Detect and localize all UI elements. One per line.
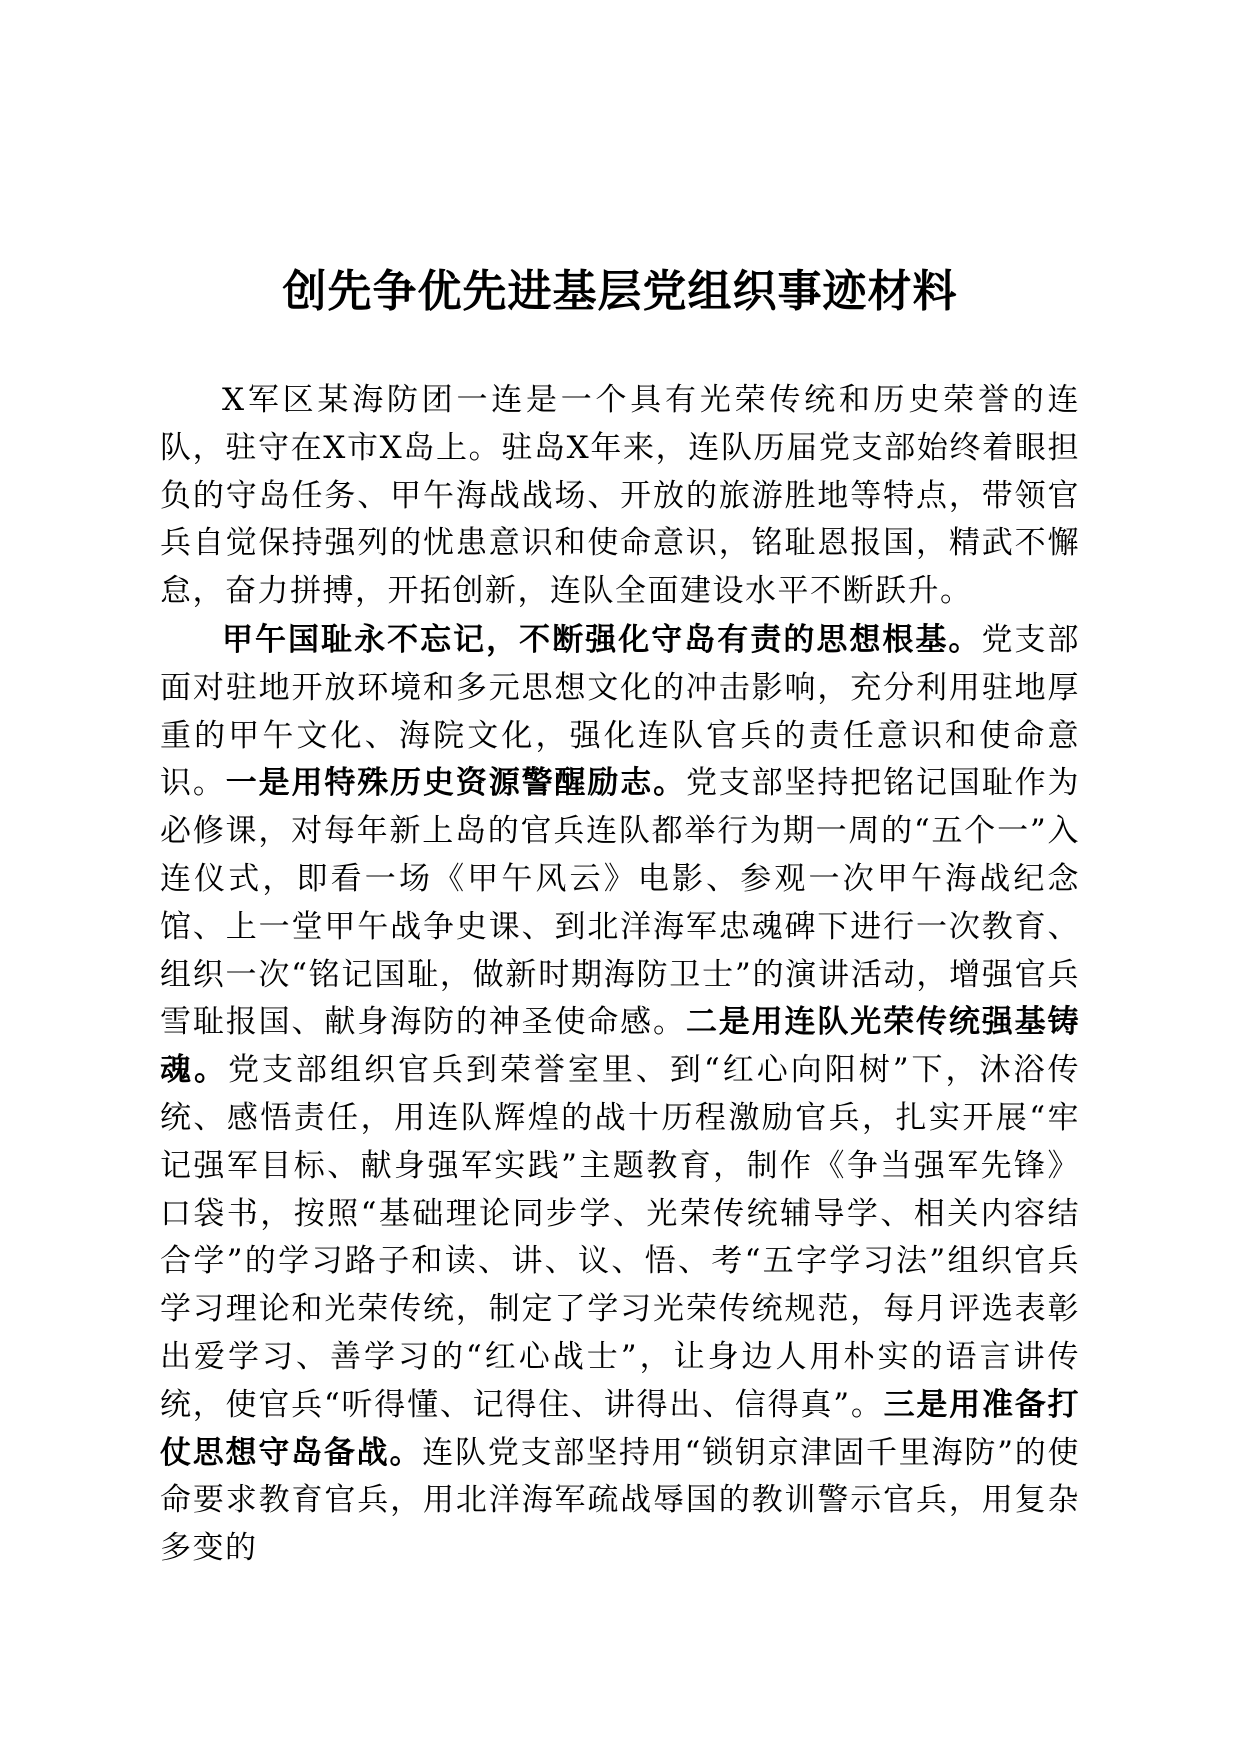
bold-heading-text: 三是用准备打仗思想守岛备战。 [160, 1386, 1081, 1471]
document-body [160, 377, 1080, 1574]
bold-heading-text: 一是用特殊历史资源警醒励志。 [225, 765, 686, 802]
paragraph-text: 连队党支部坚持用“锁钥京津固千里海防”的使命要求教育官兵，用北洋海军疏战辱国的教训警示官兵，用复杂多变的 [160, 1434, 1080, 1567]
paragraph [160, 617, 1080, 1573]
paragraph-text: X军区某海防团一连是一个具有光荣传统和历史荣誉的连队，驻守在X市X岛上。驻岛X年来，连队历届党支部始终着眼担负的守岛任务、甲午海战战场、开放的旅游胜地等特点，带领官兵自觉保持强列的忧患意识和使命意识，铭耻恩报国，精武不懈怠，奋力拼搏，开拓创新，连队全面建设水平不断跃升。 [160, 382, 1080, 610]
document-title: 创先争优先进基层党组织事迹材料 [282, 266, 958, 317]
paragraph-text: 党支部坚持把铭记国耻作为必修课，对每年新上岛的官兵连队都举行为期一周的“五个一”入连仪式，即看一场《甲午风云》电影、参观一次甲午海战纪念馆、上一堂甲午战争史课、到北洋海军忠魂碑下进行一次教育、组织一次“铭记国耻，做新时期海防卫士”的演讲活动，增强官兵雪耻报国、献身海防的神圣使命感。 [160, 765, 1081, 1041]
bold-heading-text: 二是用连队光荣传统强基铸魂。 [160, 1004, 1081, 1089]
paragraph [160, 377, 1080, 616]
bold-heading-text: 甲午国耻永不忘记，不断强化守岛有责的思想根基。 [222, 621, 982, 658]
paragraph-text: 党支部面对驻地开放环境和多元思想文化的冲击影响，充分利用驻地厚重的甲午文化、海院文化，强化连队官兵的责任意识和使命意识。 [160, 621, 1081, 802]
paragraph-text: 党支部组织官兵到荣誉室里、到“红心向阳树”下，沐浴传统、感悟责任，用连队辉煌的战十历程激励官兵，扎实开展“牢记强军目标、献身强军实践”主题教育，制作《争当强军先锋》口袋书，按照“基础理论同步学、光荣传统辅导学、相关内容结合学”的学习路子和读、讲、议、悟、考“五字学习法”组织官兵学习理论和光荣传统，制定了学习光荣传统规范，每月评选表彰出爱学习、善学习的“红心战士”，让身边人用朴实的语言讲传统，使官兵“听得懂、记得住、讲得出、信得真”。 [160, 1052, 1081, 1423]
